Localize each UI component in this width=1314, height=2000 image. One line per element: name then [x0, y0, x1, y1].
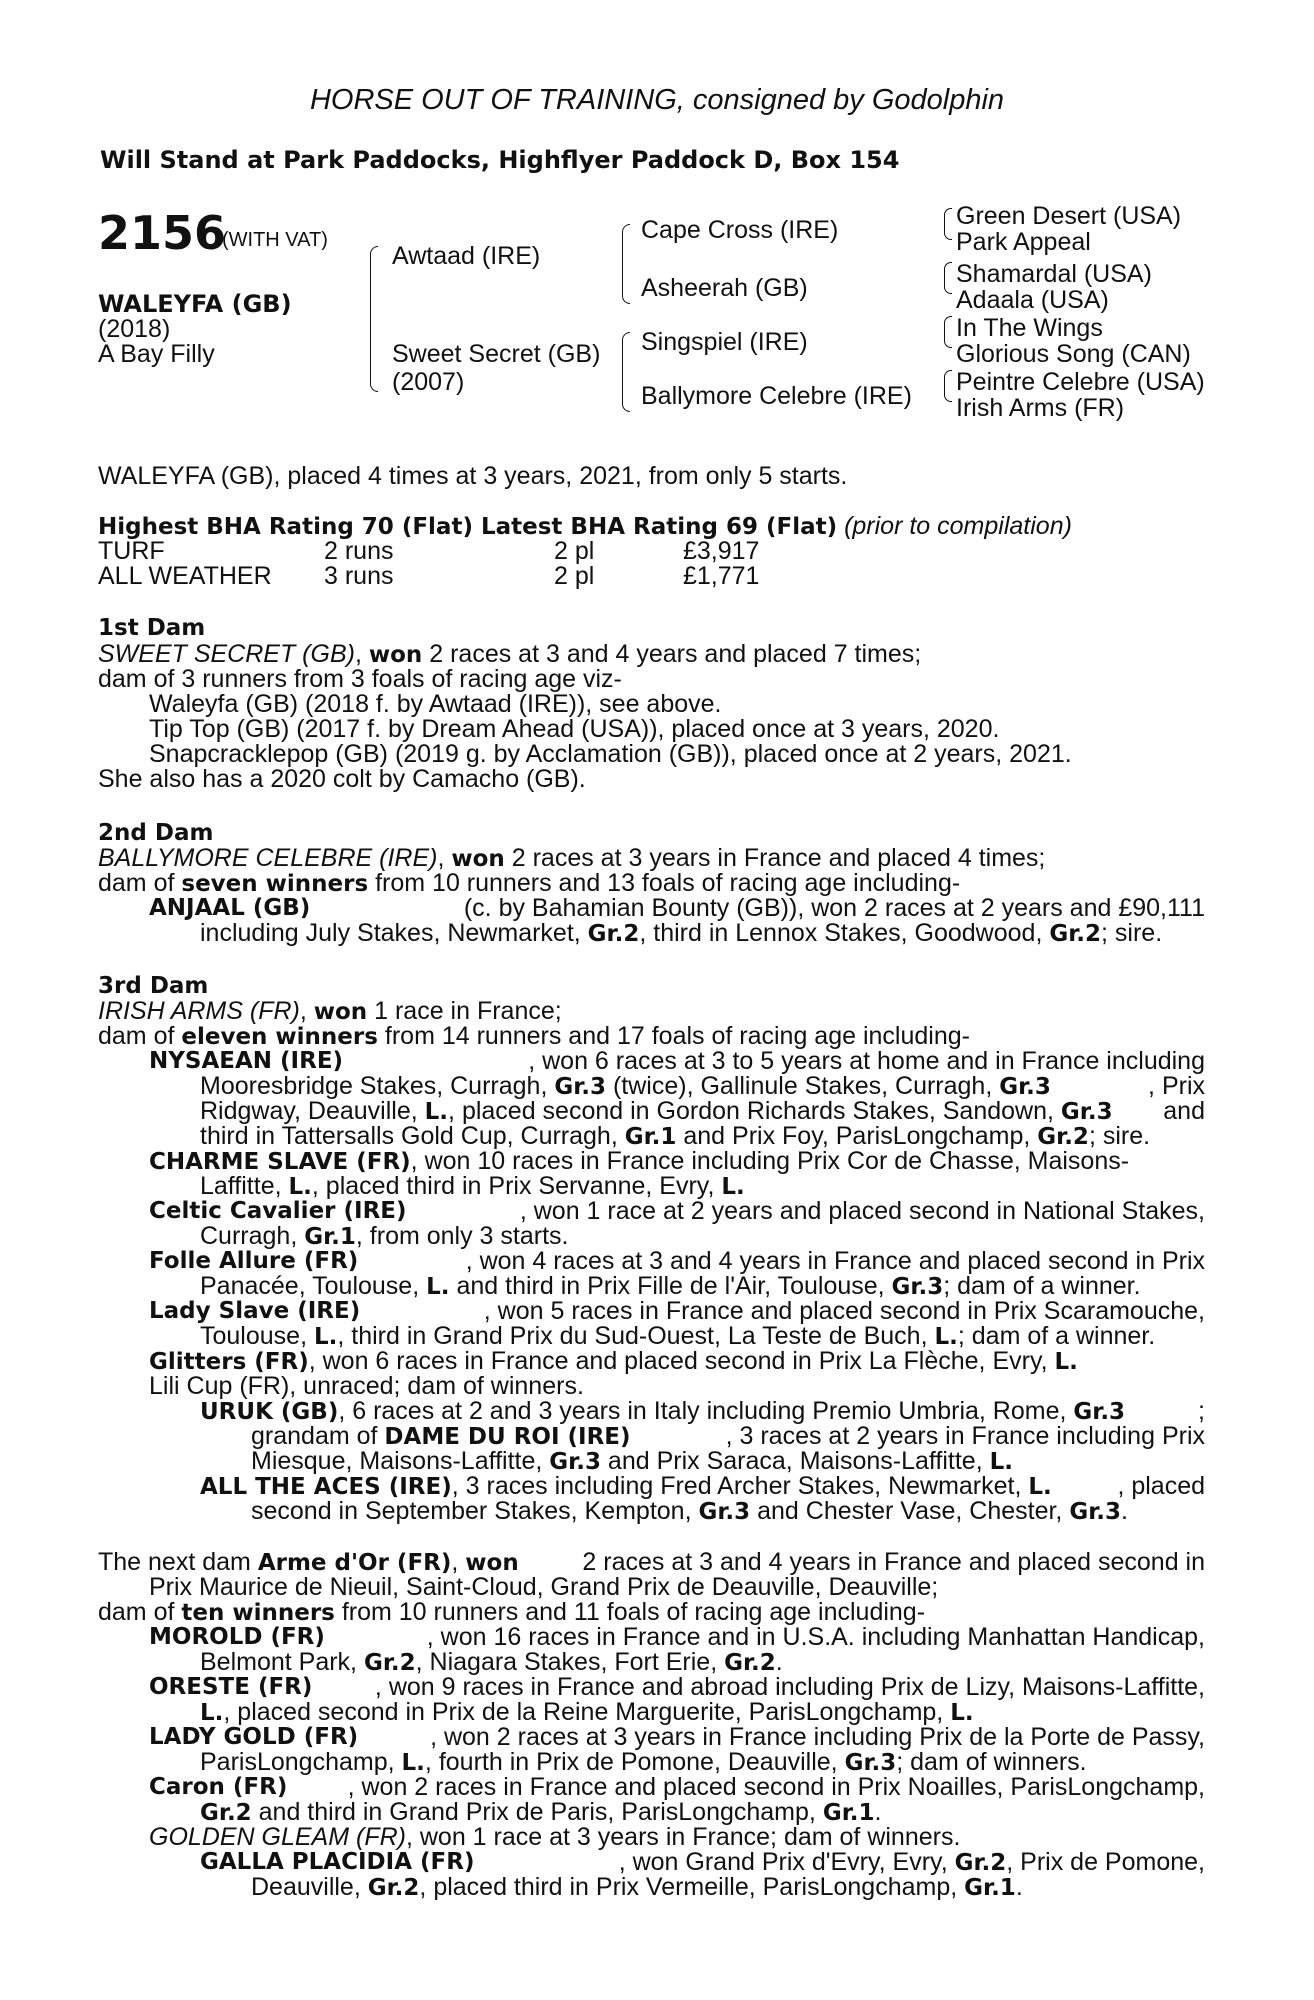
dam2-name: BALLYMORE CELEBRE (IRE) [98, 844, 438, 872]
nys3e: and [1163, 1097, 1205, 1125]
aa1c: L. [1028, 1474, 1052, 1500]
oreste-line-1 [149, 1675, 1205, 1701]
n1a: The next dam [98, 1548, 258, 1576]
gg1b: , won 1 race at 3 years in France; dam of winners. [405, 1823, 961, 1851]
ls2d: L. [934, 1324, 958, 1350]
caron-line-1 [149, 1775, 1205, 1801]
aa2a: second in September Stakes, Kempton, [251, 1497, 699, 1525]
anjaal-name: ANJAAL (GB) [149, 895, 311, 921]
gp1b: , won Grand Prix d'Evry, Evry, [618, 1848, 955, 1876]
golden-gleam-line [149, 1825, 960, 1851]
lg2b: L. [401, 1750, 425, 1776]
ladyslave-name: Lady Slave (IRE) [149, 1298, 361, 1324]
mo2b: Gr.2 [363, 1650, 416, 1676]
nys2a: Mooresbridge Stakes, Curragh, [200, 1072, 555, 1100]
aa1d: , placed [1117, 1472, 1205, 1500]
lot-number: 2156 [98, 206, 227, 260]
nys3b: L. [424, 1099, 449, 1125]
or2c: L. [950, 1700, 974, 1726]
n1e: 2 races at 3 and 4 years in France and placed second in [582, 1548, 1205, 1576]
horse-description: A Bay Filly [98, 340, 215, 368]
granddam-line-4: Adaala (USA) [956, 286, 1109, 314]
rating-note: (prior to compilation) [844, 512, 1072, 540]
dam1-record: 2 races at 3 and 4 years and placed 7 times; [422, 640, 922, 668]
granddam-line-5: In The Wings [956, 314, 1103, 342]
gp1d: , Prix de Pomone, [1006, 1848, 1205, 1876]
ca2d: . [874, 1798, 882, 1826]
fa2c: and third in Prix Fille de l'Air, Toulouse, [449, 1272, 892, 1300]
foal-year: (2018) [98, 315, 171, 343]
summary-line: WALEYFA (GB), placed 4 times at 3 years, 2021, from only 5 starts. [98, 462, 848, 490]
dam3-heading: 3rd Dam [98, 973, 209, 999]
aw-surface: ALL WEATHER [98, 562, 272, 590]
sire: Awtaad (IRE) [392, 242, 541, 270]
location-line: Will Stand at Park Paddocks, Highflyer Paddock D, Box 154 [100, 146, 900, 174]
ch2c: , placed third in Prix Servanne, Evry, [311, 1172, 722, 1200]
ls2e: ; dam of a winner. [957, 1322, 1156, 1350]
aces-name: ALL THE ACES (IRE) [200, 1474, 452, 1500]
dam1-foal-3: Snapcracklepop (GB) (2019 g. by Acclamation (GB)), placed once at 2 years, 2021. [149, 740, 1072, 768]
aa2b: Gr.3 [698, 1499, 751, 1525]
gp2c: , placed third in Prix Vermeille, ParisLongchamp, [419, 1873, 965, 1901]
gp2b: Gr.2 [367, 1875, 420, 1901]
ls2c: , third in Grand Prix du Sud-Ouest, La Teste de Buch, [337, 1322, 935, 1350]
fa2e: ; dam of a winner. [943, 1272, 1141, 1300]
d3l2a: dam of [98, 1022, 182, 1050]
ch1b: , won 10 races in France including Prix Cor de Chasse, Maisons- [410, 1147, 1130, 1175]
ur3c: and Prix Saraca, Maisons-Laffitte, [600, 1447, 990, 1475]
g-brace-4 [944, 370, 952, 402]
n3c: from 10 runners and 11 foals of racing age including- [334, 1598, 926, 1626]
or1b: , won 9 races in France and abroad including Prix de Lizy, Maisons-Laffitte, [374, 1673, 1205, 1701]
nysaean-name: NYSAEAN (IRE) [149, 1048, 344, 1074]
ch2a: Laffitte, [200, 1172, 289, 1200]
morold-line-1 [149, 1625, 1205, 1651]
granddam-line-8: Irish Arms (FR) [956, 394, 1125, 422]
mo1b: , won 16 races in France and in U.S.A. including Manhattan Handicap, [426, 1623, 1205, 1651]
dam2-heading: 2nd Dam [98, 820, 214, 846]
gp2a: Deauville, [251, 1873, 368, 1901]
ca2b: and third in Grand Prix de Paris, ParisLongchamp, [251, 1798, 823, 1826]
aw-money: £1,771 [683, 562, 760, 590]
d2l4c: , third in Lennox Stakes, Goodwood, [639, 919, 1050, 947]
ch2d: L. [721, 1174, 745, 1200]
d3l1d: 1 race in France; [367, 997, 562, 1025]
dam3-winners: eleven winners [181, 1024, 378, 1050]
caron-name: Caron (FR) [149, 1774, 288, 1800]
nys2c: (twice), Gallinule Stakes, Curragh, [606, 1072, 1000, 1100]
fa2a: Panacée, Toulouse, [200, 1272, 427, 1300]
rating-bold: Highest BHA Rating 70 (Flat) Latest BHA Rating 69 (Flat) [98, 514, 838, 540]
n3a: dam of [98, 1598, 182, 1626]
glitters-name: Glitters (FR) [149, 1349, 309, 1375]
sire-dam: Asheerah (GB) [641, 274, 808, 302]
dam2-sep: , [437, 844, 452, 872]
dam-year: (2007) [392, 368, 465, 396]
aa1b: , 3 races including Fred Archer Stakes, Newmarket, [451, 1472, 1029, 1500]
g-brace-3 [944, 316, 952, 348]
gp2e: . [1015, 1873, 1023, 1901]
mo2d: Gr.2 [724, 1650, 776, 1676]
n1d: won [465, 1550, 519, 1576]
cc2b: Gr.1 [304, 1224, 356, 1250]
folle-name: Folle Allure (FR) [149, 1248, 359, 1274]
dam1-name: SWEET SECRET (GB) [98, 640, 355, 668]
next-dam-line-2: Prix Maurice de Nieuil, Saint-Cloud, Grand Prix de Deauville, Deauville; [149, 1573, 939, 1601]
fa1b: , won 4 races at 3 and 4 years in France and placed second in Prix [465, 1247, 1205, 1275]
dam2-line-4 [200, 921, 1162, 948]
nysaean-line-1 [149, 1049, 1205, 1075]
mo2a: Belmont Park, [200, 1648, 364, 1676]
sire-dam-brace [370, 246, 378, 392]
lg2d: Gr.3 [844, 1750, 897, 1776]
dam2-winners: seven winners [181, 871, 369, 897]
d3l2c: from 14 runners and 17 foals of racing age including- [377, 1022, 970, 1050]
lg2c: , fourth in Prix de Pomone, Deauville, [424, 1748, 845, 1776]
nys4c: and Prix Foy, ParisLongchamp, [676, 1122, 1038, 1150]
dam2-won: won [451, 846, 505, 872]
d2l4d: Gr.2 [1049, 921, 1102, 947]
next-dam-name: Arme d'Or (FR) [257, 1550, 452, 1576]
fa2b: L. [426, 1274, 450, 1300]
dam1-foal-1: Waleyfa (GB) (2018 f. by Awtaad (IRE)), see above. [149, 690, 722, 718]
d3l1b: , [299, 997, 314, 1025]
g-brace-1 [944, 208, 952, 240]
ls2b: L. [313, 1324, 338, 1350]
cc1b: , won 1 race at 2 years and placed second in National Stakes, [519, 1197, 1205, 1225]
granddam-line-7: Peintre Celebre (USA) [956, 368, 1205, 396]
dam: Sweet Secret (GB) [392, 340, 601, 368]
turf-surface: TURF [98, 537, 165, 565]
page-title: HORSE OUT OF TRAINING, consigned by Godolphin [309, 84, 1005, 116]
granddam-line-3: Shamardal (USA) [956, 260, 1152, 288]
ur1d: ; [1198, 1397, 1205, 1425]
dam1-won: won [368, 642, 423, 668]
ch2b: L. [288, 1174, 312, 1200]
ca2a: Gr.2 [200, 1800, 252, 1826]
granddam-line-1: Green Desert (USA) [956, 202, 1182, 230]
lg1b: , won 2 races at 3 years in France including Prix de la Porte de Passy, [430, 1723, 1205, 1751]
ladygold-name: LADY GOLD (FR) [149, 1724, 359, 1750]
ca1b: , won 2 races in France and placed second in Prix Noailles, ParisLongchamp, [347, 1773, 1205, 1801]
ladygold-line-1 [149, 1725, 1205, 1751]
dam1-line-6: She also has a 2020 colt by Camacho (GB). [98, 765, 586, 793]
ur3a: Miesque, Maisons-Laffitte, [251, 1447, 550, 1475]
or2b: , placed second in Prix de la Reine Marguerite, ParisLongchamp, [223, 1698, 951, 1726]
gl1c: L. [1054, 1349, 1078, 1375]
dam2-l2a: dam of [98, 869, 182, 897]
dam1-heading: 1st Dam [98, 615, 206, 641]
cc2a: Curragh, [200, 1222, 305, 1250]
golden-gleam-name: GOLDEN GLEAM (FR) [149, 1823, 406, 1851]
dam1-foal-2: Tip Top (GB) (2017 f. by Dream Ahead (USA)), placed once at 3 years, 2020. [149, 715, 1000, 743]
celtic-line-1 [149, 1199, 1205, 1225]
aces-line-2 [251, 1499, 1128, 1526]
galla-line-2 [251, 1875, 1023, 1902]
nys2d: Gr.3 [999, 1074, 1051, 1100]
nys4d: Gr.2 [1037, 1124, 1089, 1150]
oreste-name: ORESTE (FR) [149, 1674, 313, 1700]
nys4a: third in Tattersalls Gold Cup, Curragh, [200, 1122, 625, 1150]
gp2d: Gr.1 [964, 1875, 1016, 1901]
d2l4b: Gr.2 [587, 921, 640, 947]
ladyslave-line-1 [149, 1299, 1205, 1325]
horse-name: WALEYFA (GB) [98, 290, 292, 318]
charme-name: CHARME SLAVE (FR) [149, 1149, 411, 1175]
mo2c: , Niagara Stakes, Fort Erie, [415, 1648, 725, 1676]
aa2d: Gr.3 [1069, 1499, 1122, 1525]
celtic-name: Celtic Cavalier (IRE) [149, 1198, 407, 1224]
dame-du-roi-name: DAME DU ROI (IRE) [384, 1424, 631, 1450]
d2l4e: ; sire. [1101, 919, 1163, 947]
turf-placed: 2 pl [554, 537, 595, 565]
lg2e: ; dam of winners. [896, 1748, 1087, 1776]
nys2e: , Prix [1148, 1072, 1205, 1100]
nys3a: Ridgway, Deauville, [200, 1097, 425, 1125]
ls2a: Toulouse, [200, 1322, 314, 1350]
or2a: L. [200, 1700, 224, 1726]
dam2-line-3 [149, 896, 1205, 922]
dam1-sep: , [354, 640, 369, 668]
nys1b: , won 6 races at 3 to 5 years at home and in France including [528, 1047, 1205, 1075]
aa2e: . [1121, 1497, 1128, 1525]
vat-label: (WITH VAT) [222, 229, 328, 251]
nys3d: Gr.3 [1060, 1099, 1113, 1125]
next-dam-winners: ten winners [181, 1600, 335, 1626]
turf-runs: 2 runs [324, 537, 394, 565]
fa2d: Gr.3 [891, 1274, 944, 1300]
ur1c: Gr.3 [1073, 1399, 1126, 1425]
lg2a: ParisLongchamp, [200, 1748, 402, 1776]
dam2-record: 2 races at 3 years in France and placed 4 times; [504, 844, 1046, 872]
nys4e: ; sire. [1088, 1122, 1151, 1150]
granddam-line-2: Park Appeal [956, 228, 1091, 256]
g-brace-2 [944, 262, 952, 294]
nys2b: Gr.3 [554, 1074, 607, 1100]
ls1b: , won 5 races in France and placed second in Prix Scaramouche, [483, 1297, 1205, 1325]
ca2c: Gr.1 [822, 1800, 875, 1826]
d2l4a: including July Stakes, Newmarket, [200, 919, 588, 947]
aa2c: and Chester Vase, Chester, [750, 1497, 1070, 1525]
gp1c: Gr.2 [954, 1850, 1007, 1876]
nys3c: , placed second in Gordon Richards Stakes, Sandown, [448, 1097, 1061, 1125]
dam-sire: Singspiel (IRE) [641, 328, 808, 356]
dam3-name: IRISH ARMS (FR) [98, 997, 300, 1025]
ur2c: , 3 races at 2 years in France including Prix [725, 1422, 1205, 1450]
anjaal-record: (c. by Bahamian Bounty (GB)), won 2 races at 2 years and £90,111 [463, 894, 1205, 922]
cc2c: , from only 3 starts. [355, 1222, 569, 1250]
lili-cup-line: Lili Cup (FR), unraced; dam of winners. [149, 1372, 584, 1400]
dam3-won: won [313, 999, 368, 1025]
nys4b: Gr.1 [624, 1124, 677, 1150]
ur1b: , 6 races at 2 and 3 years in Italy including Premio Umbria, Rome, [338, 1397, 1074, 1425]
ur3d: L. [989, 1449, 1014, 1475]
gl1b: , won 6 races in France and placed second in Prix La Flèche, Evry, [308, 1347, 1055, 1375]
galla-name: GALLA PLACIDIA (FR) [200, 1849, 475, 1875]
ur2a: grandam of [251, 1422, 385, 1450]
turf-money: £3,917 [683, 537, 760, 565]
dam-dam: Ballymore Celebre (IRE) [641, 382, 912, 410]
dam2-l2c: from 10 runners and 13 foals of racing age including- [368, 869, 961, 897]
aw-runs: 3 runs [324, 562, 394, 590]
aw-placed: 2 pl [554, 562, 595, 590]
granddam-line-6: Glorious Song (CAN) [956, 340, 1191, 368]
uruk-name: URUK (GB) [200, 1399, 339, 1425]
dam-parents-brace [622, 332, 630, 412]
morold-name: MOROLD (FR) [149, 1624, 325, 1650]
sire-sire: Cape Cross (IRE) [641, 216, 839, 244]
mo2e: . [775, 1648, 783, 1676]
sire-parents-brace [622, 224, 630, 304]
folle-line-1 [149, 1249, 1205, 1275]
ur3b: Gr.3 [549, 1449, 601, 1475]
n1c: , [451, 1548, 466, 1576]
dam1-line-2: dam of 3 runners from 3 foals of racing age viz- [98, 665, 622, 693]
